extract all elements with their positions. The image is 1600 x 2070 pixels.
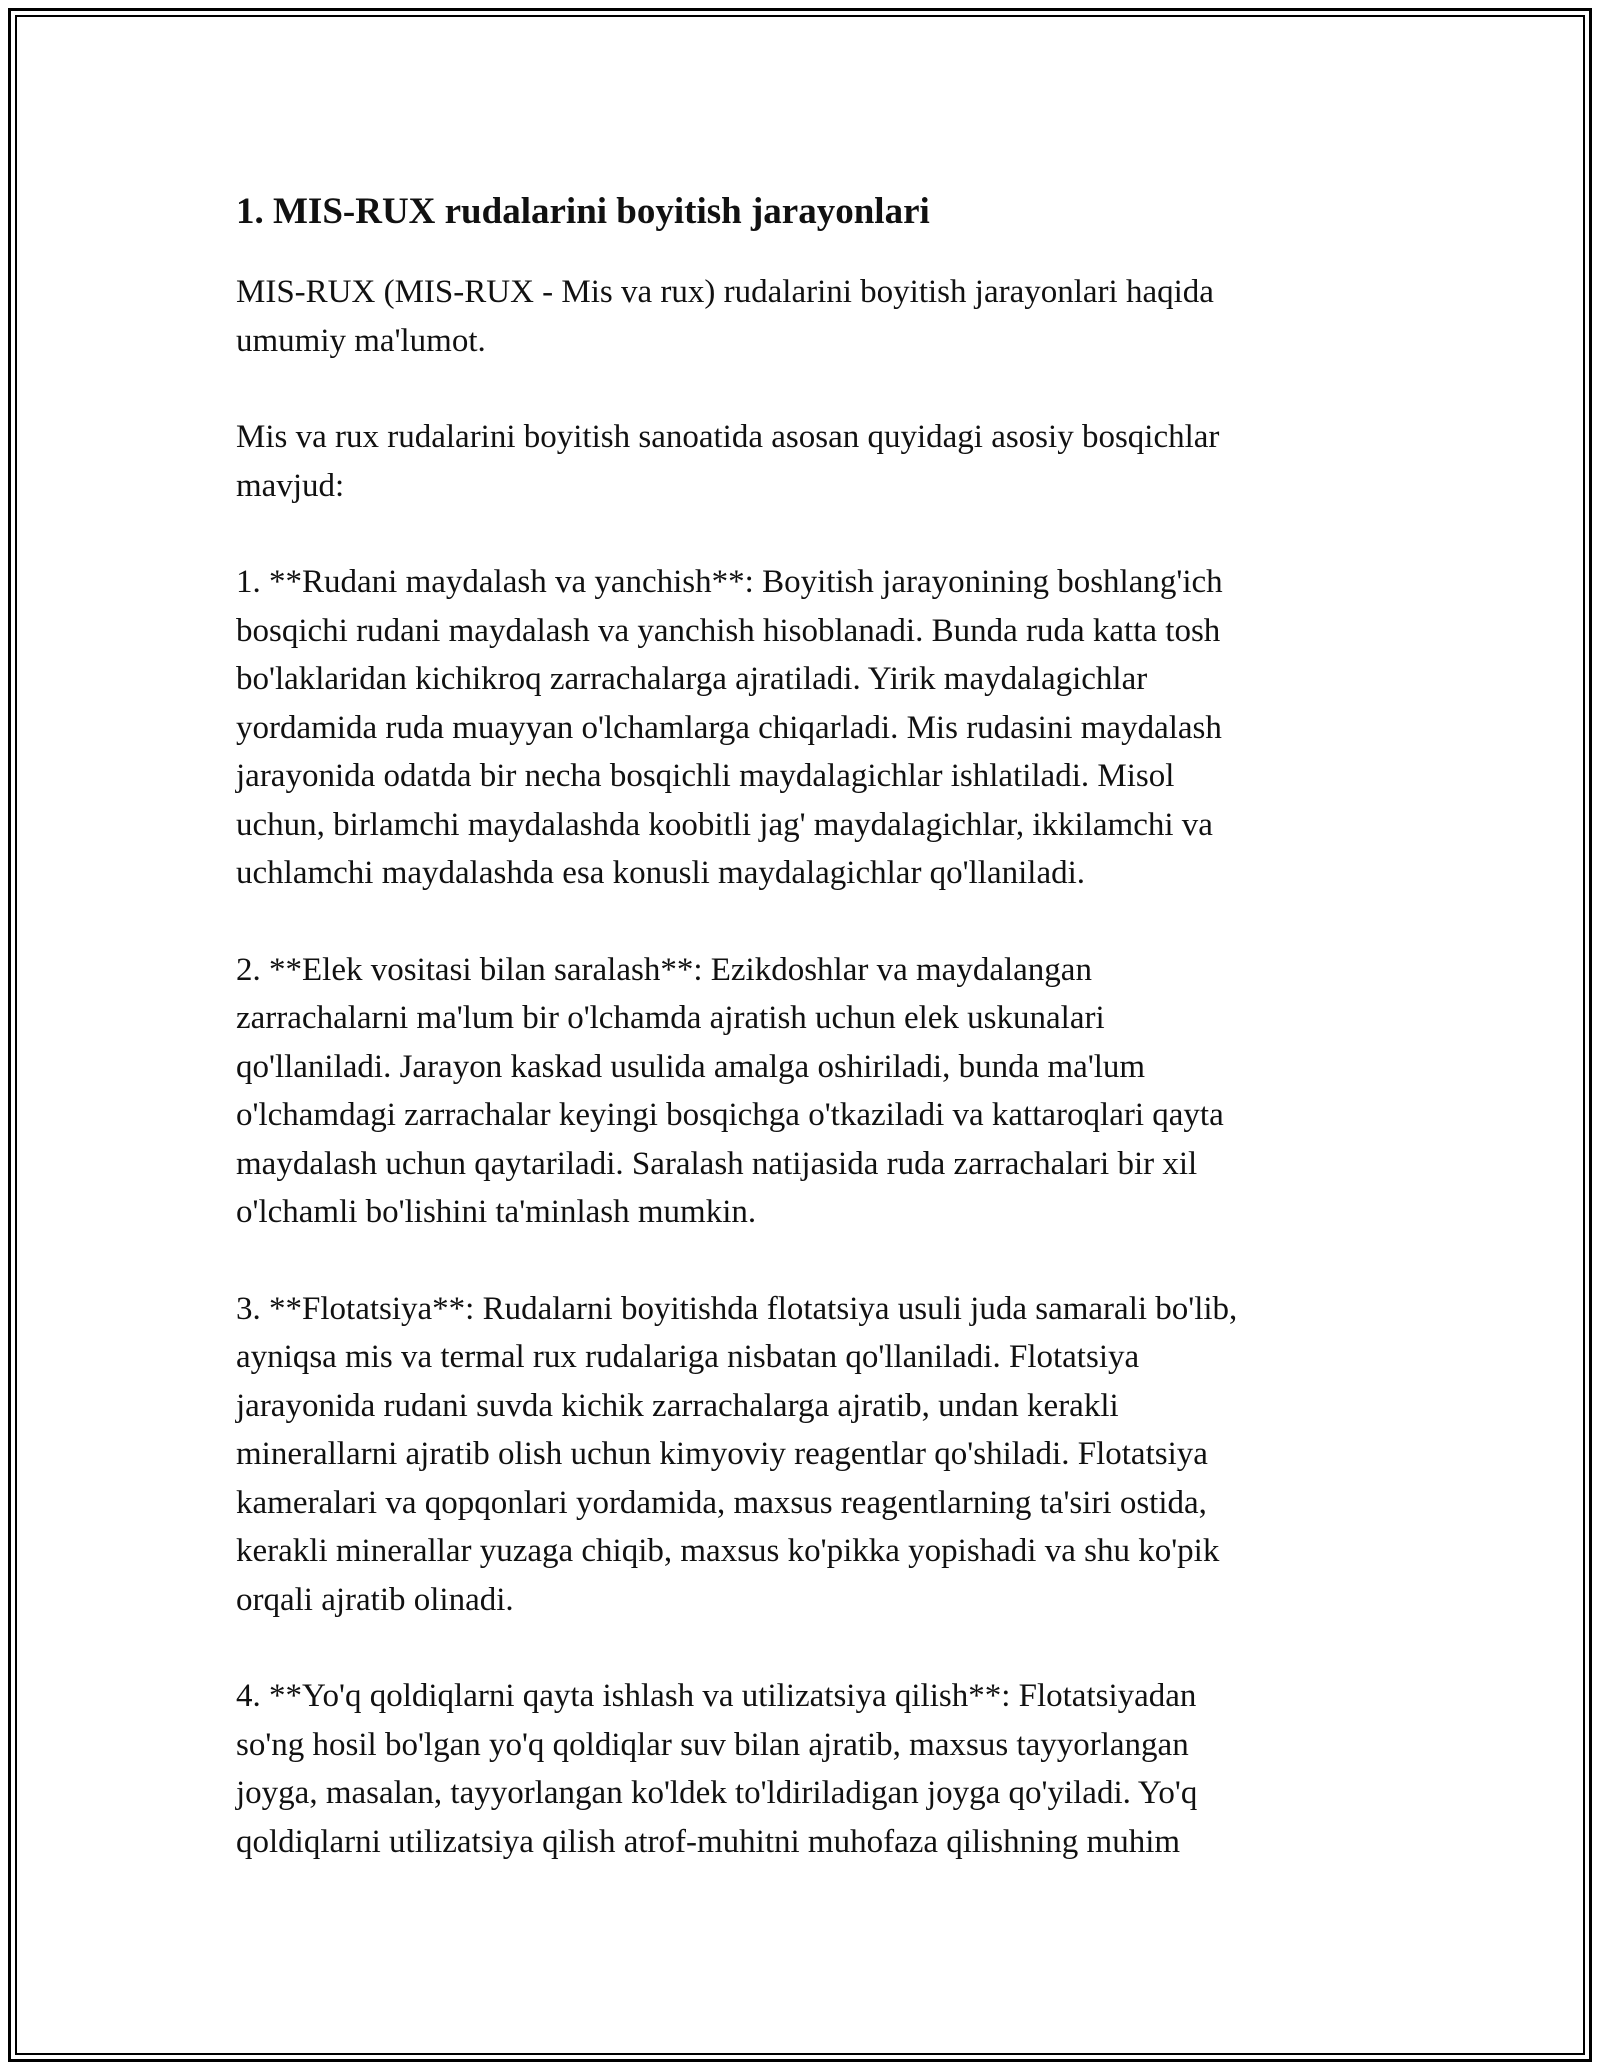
paragraph-intro: MIS-RUX (MIS-RUX - Mis va rux) rudalarini boyitish jarayonlari haqida umumiy ma'lumot.: [236, 274, 1214, 359]
paragraph-stage-1-crushing: 1. **Rudani maydalash va yanchish**: Boyitish jarayonining boshlang'ich bosqichi rudani maydalash va yanchish hisoblanadi. Bunda ruda katta tosh bo'laklaridan kichikroq zarrachalarga ajratiladi. Yirik maydalagichlar yordamida ruda muayyan o'lchamlarga chiqarladi. Mis rudasini maydalash jarayonida odatda bir necha bosqichli maydalagichlar ishlatiladi. Misol uchun, birlamchi maydalashda koobitli jag' maydalagichlar, ikkilamchi va uchlamchi maydalashda esa konusli maydalagichlar qo'llaniladi.: [236, 564, 1223, 891]
paragraph-stages-intro: Mis va rux rudalarini boyitish sanoatida asosan quyidagi asosiy bosqichlar mavjud:: [236, 419, 1220, 504]
paragraph-stage-4-tailings: 4. **Yo'q qoldiqlarni qayta ishlash va utilizatsiya qilish**: Flotatsiyadan so'ng hosil bo'lgan yo'q qoldiqlar suv bilan ajratib, maxsus tayyorlangan joyga, masalan, tayyorlangan ko'ldek to'ldiriladigan joyga qo'yiladi. Yo'q qoldiqlarni utilizatsiya qilish atrof-muhitni muhofaza qilishning muhim: [236, 1678, 1198, 1860]
document-title: 1. MIS-RUX rudalarini boyitish jarayonlari: [236, 191, 930, 232]
paragraph-stage-3-flotation: 3. **Flotatsiya**: Rudalarni boyitishda flotatsiya usuli juda samarali bo'lib, ayniqsa mis va termal rux rudalariga nisbatan qo'llaniladi. Flotatsiya jarayonida rudani suvda kichik zarrachalarga ajratib, undan kerakli minerallarni ajratib olish uchun kimyoviy reagentlar qo'shiladi. Flotatsiya kameralari va qopqonlari yordamida, maxsus reagentlarning ta'siri ostida, kerakli minerallar yuzaga chiqib, maxsus ko'pikka yopishadi va shu ko'pik orqali ajratib olinadi.: [236, 1290, 1238, 1618]
document-content: [236, 182, 1376, 1914]
paragraph-stage-2-screening: 2. **Elek vositasi bilan saralash**: Ezikdoshlar va maydalangan zarrachalarni ma'lum bir o'lchamda ajratish uchun elek uskunalari qo'llaniladi. Jarayon kaskad usulida amalga oshiriladi, bunda ma'lum o'lchamdagi zarrachalar keyingi bosqichga o'tkaziladi va kattaroqlari qayta maydalash uchun qaytariladi. Saralash natijasida ruda zarrachalari bir xil o'lchamli bo'lishini ta'minlash mumkin.: [236, 951, 1224, 1230]
